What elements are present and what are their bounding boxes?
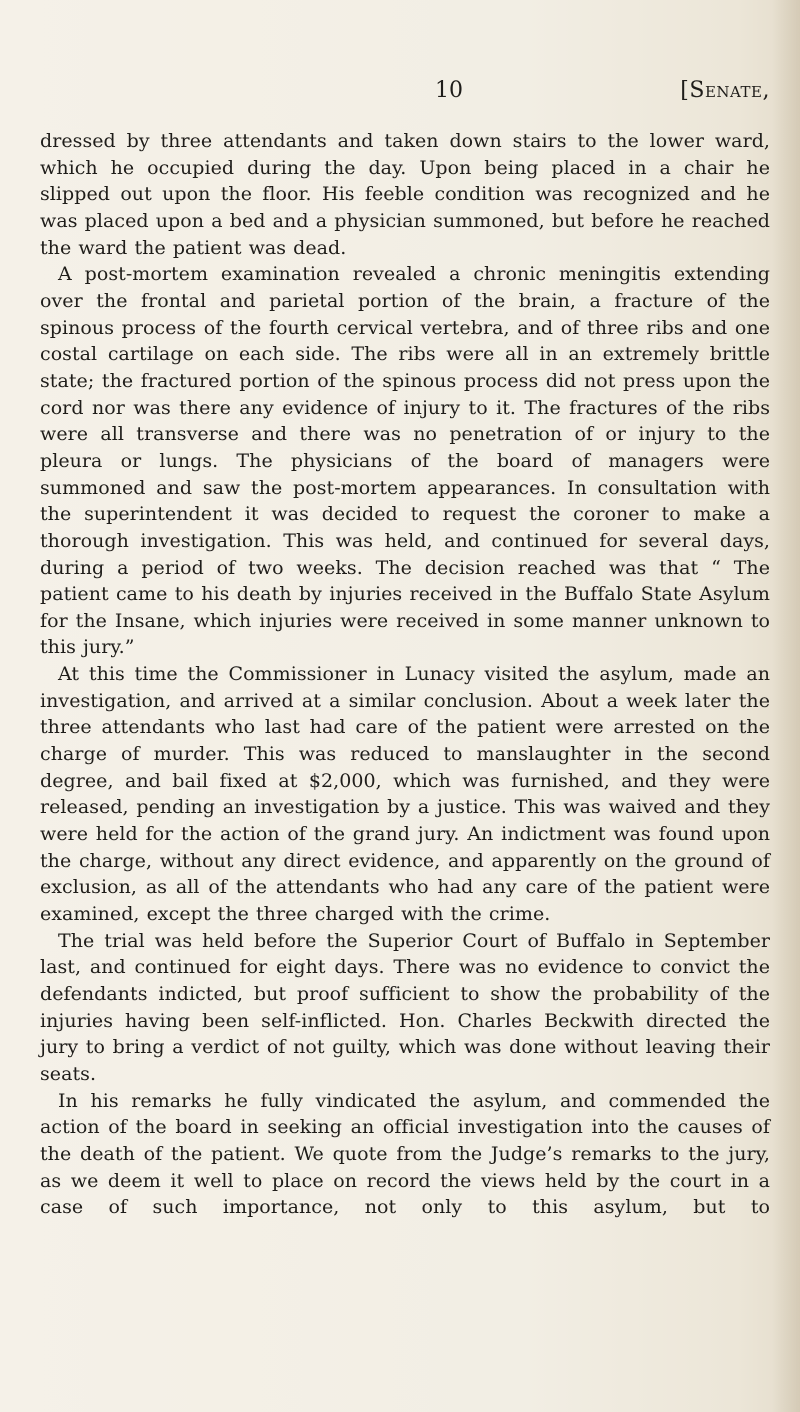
running-title: [Senate, [680, 78, 770, 103]
paragraph-remarks: In his remarks he fully vindicated the asylum, and commended the action of the board in seeking an official investigation into the causes of the death of the patient. We quote from the Judge’s remarks to the jury, as we deem it well to place on record the views held by the court in a case of such importance, not only to this asylum, but to [40, 1089, 770, 1219]
page-edge-shadow [772, 0, 800, 1412]
paragraph-post-mortem: A post-mortem examination revealed a chronic meningitis extending over the frontal and parietal portion of the brain, a fracture of the spinous process of the fourth cervical vertebra, and of three ribs and one costal cartilage on each side. The ribs were all in an extremely brittle state; the fractured portion of the spinous process did not press upon the cord nor was there any evidence of injury to it. The fractures of the ribs were all transverse and there was no penetration of or injury to the pleura or lungs. The physicians of the board of managers were summoned and saw the post-mortem appearances. In consultation with the superintendent it was decided to request the coroner to make a thorough investigation. This was held, and continued for several days, during a period of two weeks. The decision reached was that “ The patient came to his death by injuries received in the Buffalo State Asylum for the Insane, which injuries were received in some manner unknown to this jury.” [40, 263, 770, 659]
page-number: 10 [435, 78, 463, 103]
body-text [40, 128, 770, 1221]
paragraph-continuation: dressed by three attendants and taken down stairs to the lower ward, which he occupied during the day. Upon being placed in a chair he slipped out upon the floor. His feeble condition was recognized and he was placed upon a bed and a physician summoned, but before he reached the ward the patient was dead. [40, 130, 770, 259]
running-head [40, 78, 770, 112]
paragraph-commissioner: At this time the Commissioner in Lunacy visited the asylum, made an investigation, and arrived at a similar conclusion. About a week later the three attendants who last had care of the patient were arrested on the charge of murder. This was reduced to manslaughter in the second degree, and bail fixed at $2,000, which was furnished, and they were released, pending an investigation by a justice. This was waived and they were held for the action of the grand jury. An indictment was found upon the charge, without any direct evidence, and apparently on the ground of exclusion, as all of the attendants who had any care of the patient were examined, except the three charged with the crime. [40, 663, 770, 926]
paragraph-trial: The trial was held before the Superior Court of Buffalo in September last, and continued for eight days. There was no evidence to convict the defendants indicted, but proof sufficient to show the probability of the injuries having been self-inflicted. Hon. Charles Beckwith directed the jury to bring a verdict of not guilty, which was done without leaving their seats. [40, 929, 770, 1085]
